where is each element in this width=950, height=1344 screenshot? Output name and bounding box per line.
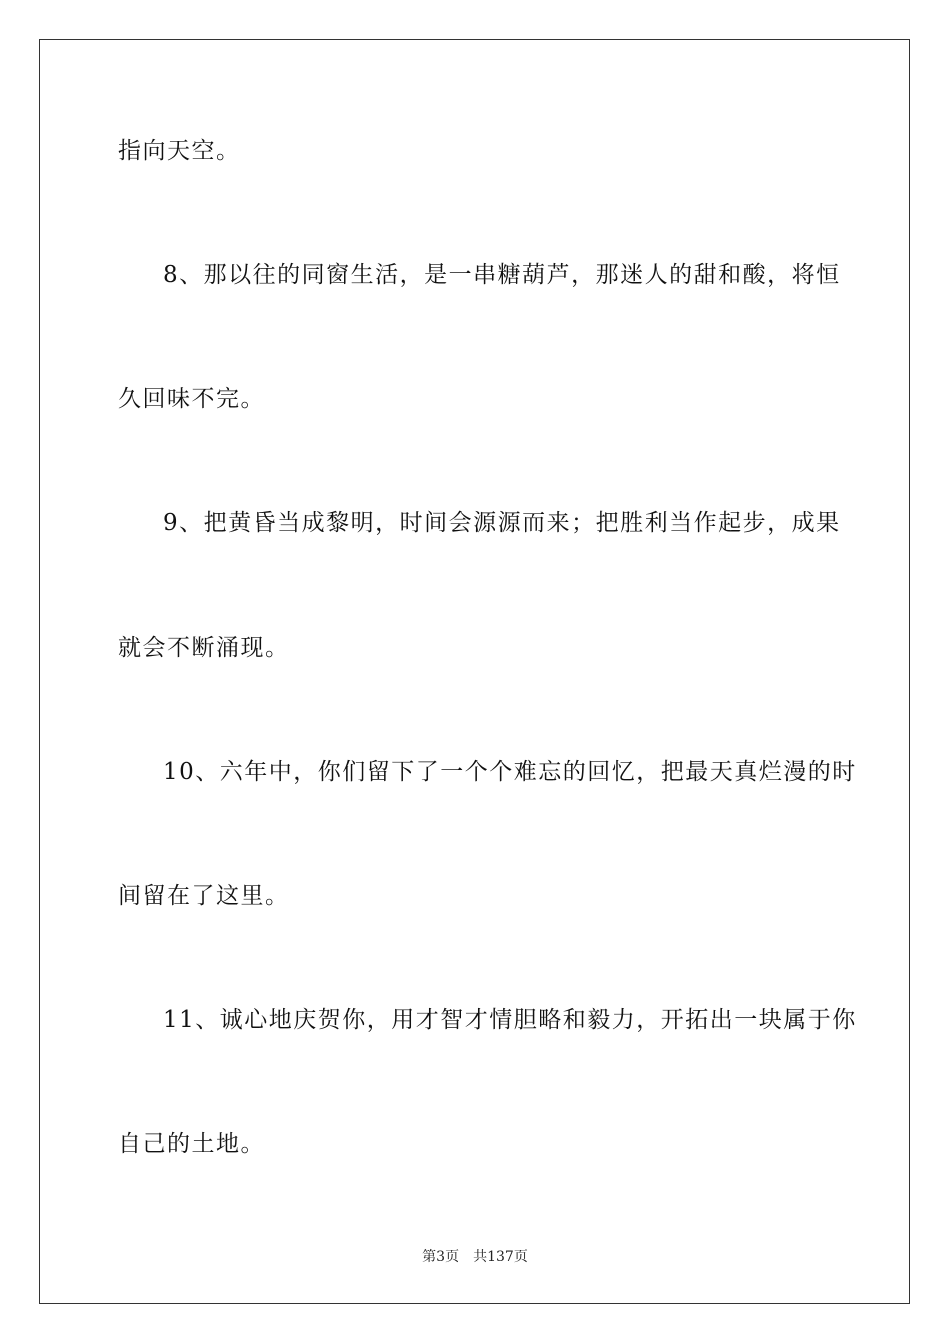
text-line-8: 11、诚心地庆贺你，用才智才情胆略和毅力，开拓出一块属于你: [163, 1007, 857, 1033]
page-number: 第3页: [422, 1249, 460, 1265]
text-line-6: 10、六年中，你们留下了一个个难忘的回忆，把最天真烂漫的时: [163, 759, 857, 785]
text-line-4: 9、把黄昏当成黎明，时间会源源而来；把胜利当作起步，成果: [163, 510, 841, 536]
text-line-9: 自己的土地。: [118, 1131, 265, 1157]
text-line-7: 间留在了这里。: [118, 883, 290, 909]
total-pages: 共137页: [473, 1249, 528, 1265]
text-line-5: 就会不断涌现。: [118, 635, 290, 661]
text-line-2: 8、那以往的同窗生活，是一串糖葫芦，那迷人的甜和酸，将恒: [163, 262, 841, 288]
page-footer: [0, 1248, 950, 1266]
text-line-3: 久回味不完。: [118, 386, 265, 412]
page-border: [39, 39, 910, 1304]
text-line-1: 指向天空。: [118, 138, 241, 164]
